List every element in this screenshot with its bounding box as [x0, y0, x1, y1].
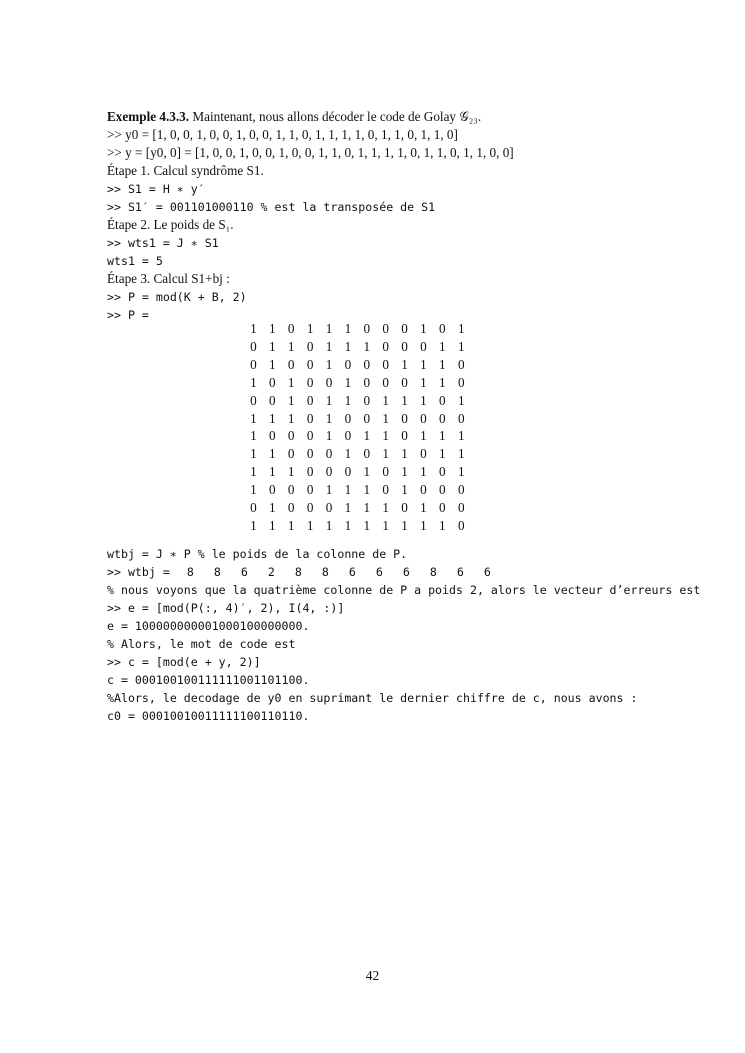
wtbj-prefix: >> wtbj = [107, 565, 177, 579]
c-command: >> c = [mod(e + y, 2)] [107, 655, 261, 669]
matrix-cell: 0 [363, 374, 371, 390]
matrix-cell: 1 [287, 374, 295, 390]
matrix-cell: 1 [363, 464, 371, 480]
matrix-cell: 0 [306, 428, 314, 444]
matrix-cell: 0 [344, 428, 352, 444]
matrix-row [244, 392, 471, 410]
matrix-cell: 1 [269, 410, 276, 426]
matrix-cell: 1 [287, 517, 295, 533]
matrix-cell: 1 [439, 517, 446, 533]
matrix-cell: 1 [401, 482, 408, 498]
matrix-cell: 0 [269, 428, 276, 444]
matrix-cell: 0 [420, 446, 427, 462]
page-number: 42 [365, 968, 380, 983]
matrix-cell: 1 [269, 321, 276, 336]
matrix-cell: 1 [344, 500, 352, 516]
matrix-cell: 1 [401, 517, 408, 533]
matrix-cell: 0 [306, 374, 314, 390]
matrix-cell: 0 [287, 356, 295, 372]
matrix-cell: 0 [439, 392, 446, 408]
matrix-cell: 0 [287, 428, 295, 444]
matrix-row [244, 481, 471, 499]
matrix-cell: 1 [325, 517, 333, 533]
wtbj-values [177, 565, 501, 579]
matrix-cell: 1 [287, 338, 295, 354]
e-value: e = 100000000001000100000000. [107, 619, 310, 633]
matrix-cell: 1 [250, 464, 257, 480]
matrix-cell: 1 [420, 374, 427, 390]
matrix-cell: 0 [382, 338, 389, 354]
matrix-cell: 1 [344, 517, 352, 533]
matrix-cell: 1 [457, 321, 465, 336]
matrix-cell: 1 [382, 428, 389, 444]
matrix-cell: 1 [363, 428, 371, 444]
matrix-cell: 1 [382, 500, 389, 516]
matrix-cell: 1 [363, 517, 371, 533]
matrix-cell: 0 [457, 374, 465, 390]
matrix-cell: 0 [306, 482, 314, 498]
matrix-cell: 1 [344, 321, 352, 336]
matrix-cell: 0 [306, 392, 314, 408]
wtbj-value: 8 [213, 565, 221, 579]
wtbj-value: 8 [186, 565, 194, 579]
matrix-cell: 1 [439, 338, 446, 354]
wts1-value: wts1 = 5 [107, 254, 163, 268]
matrix-cell: 0 [363, 392, 371, 408]
example-text: Maintenant, nous allons décoder le code de Golay 𝒢₂₃. [192, 109, 482, 124]
matrix-cell: 1 [401, 464, 408, 480]
wtbj-value: 6 [456, 565, 464, 579]
matrix-cell: 1 [439, 446, 446, 462]
matrix-cell: 1 [420, 517, 427, 533]
matrix-cell: 1 [269, 500, 276, 516]
wtbj-value: 2 [267, 565, 275, 579]
matrix-cell: 1 [401, 392, 408, 408]
matrix-cell: 0 [457, 410, 465, 426]
wts1-command: >> wts1 = J ∗ S1 [107, 236, 219, 250]
matrix-cell: 0 [287, 482, 295, 498]
matrix-cell: 1 [457, 392, 465, 408]
matrix-cell: 1 [287, 464, 295, 480]
matrix-cell: 0 [269, 482, 276, 498]
matrix-cell: 1 [420, 464, 427, 480]
matrix-row [244, 338, 471, 356]
matrix-cell: 0 [250, 500, 257, 516]
matrix-cell: 0 [287, 321, 295, 336]
matrix-cell: 0 [401, 338, 408, 354]
example-label: Exemple 4.3.3. [107, 109, 190, 124]
page-content [107, 108, 707, 324]
matrix-cell: 1 [457, 464, 465, 480]
matrix-cell: 0 [457, 482, 465, 498]
matrix-cell: 1 [325, 356, 333, 372]
wtbj-definition: wtbj = J ∗ P % le poids de la colonne de P. [107, 547, 408, 561]
matrix-cell: 1 [250, 482, 257, 498]
matrix-cell: 0 [382, 356, 389, 372]
matrix-cell: 0 [363, 446, 371, 462]
comment-fourth-column: % nous voyons que la quatrième colonne de P a poids 2, alors le vecteur d’erreurs est [107, 583, 701, 597]
matrix-cell: 0 [420, 410, 427, 426]
matrix-cell: 1 [382, 392, 389, 408]
matrix-cell: 1 [344, 338, 352, 354]
wtbj-value: 6 [240, 565, 248, 579]
wtbj-value: 6 [402, 565, 410, 579]
matrix-cell: 0 [439, 482, 446, 498]
matrix-cell: 0 [457, 517, 465, 533]
matrix-cell: 1 [306, 321, 314, 336]
matrix-cell: 1 [269, 464, 276, 480]
p-equals: >> P = [107, 308, 149, 322]
wtbj-value: 8 [429, 565, 437, 579]
matrix-cell: 0 [250, 338, 257, 354]
matrix-cell: 1 [325, 482, 333, 498]
matrix-cell: 1 [269, 338, 276, 354]
matrix-cell: 0 [363, 321, 371, 336]
matrix-p [244, 320, 471, 535]
matrix-cell: 1 [439, 374, 446, 390]
matrix-row [244, 410, 471, 428]
matrix-cell: 0 [250, 392, 257, 408]
y0-line: >> y0 = [1, 0, 0, 1, 0, 0, 1, 0, 0, 1, 1, 0, 1, 1, 1, 1, 0, 1, 1, 0, 1, 1, 0] [107, 127, 458, 142]
matrix-cell: 0 [325, 374, 333, 390]
matrix-cell: 1 [420, 428, 427, 444]
matrix-cell: 0 [287, 500, 295, 516]
matrix-cell: 1 [363, 482, 371, 498]
matrix-cell: 0 [269, 392, 276, 408]
wtbj-value: 8 [294, 565, 302, 579]
c-value: c = 000100100111111001101100. [107, 673, 310, 687]
p-command: >> P = mod(K + B, 2) [107, 290, 247, 304]
matrix-row [244, 427, 471, 445]
matrix-cell: 1 [439, 356, 446, 372]
matrix-cell: 1 [250, 374, 257, 390]
matrix-cell: 1 [363, 338, 371, 354]
matrix-cell: 1 [250, 446, 257, 462]
matrix-cell: 0 [363, 410, 371, 426]
s1-command: >> S1 = H ∗ y′ [107, 182, 205, 196]
matrix-cell: 0 [457, 356, 465, 372]
matrix-cell: 0 [382, 464, 389, 480]
matrix-cell: 0 [401, 321, 408, 336]
matrix-cell: 1 [344, 374, 352, 390]
matrix-cell: 0 [420, 338, 427, 354]
matrix-cell: 0 [306, 446, 314, 462]
matrix-cell: 0 [325, 446, 333, 462]
matrix-cell: 1 [420, 500, 427, 516]
matrix-cell: 0 [287, 446, 295, 462]
y-line: >> y = [y0, 0] = [1, 0, 0, 1, 0, 0, 1, 0, 0, 1, 1, 0, 1, 1, 1, 1, 0, 1, 1, 0, 1, 1, 0, 0] [107, 145, 514, 160]
matrix-cell: 0 [457, 500, 465, 516]
matrix-cell: 1 [325, 410, 333, 426]
matrix-cell: 0 [344, 410, 352, 426]
matrix-cell: 1 [457, 428, 465, 444]
matrix-cell: 0 [363, 356, 371, 372]
comment-code-word: % Alors, le mot de code est [107, 637, 296, 651]
matrix-cell: 1 [420, 392, 427, 408]
matrix-cell: 0 [382, 482, 389, 498]
matrix-cell: 1 [420, 356, 427, 372]
matrix-cell: 0 [306, 464, 314, 480]
matrix-cell: 1 [269, 356, 276, 372]
after-content [107, 545, 707, 725]
matrix-cell: 1 [325, 428, 333, 444]
matrix-row [244, 463, 471, 481]
step3-heading: Étape 3. Calcul S1+bj : [107, 271, 230, 286]
matrix-cell: 0 [306, 500, 314, 516]
matrix-cell: 1 [382, 517, 389, 533]
matrix-cell: 0 [306, 356, 314, 372]
matrix-cell: 0 [439, 410, 446, 426]
matrix-row [244, 320, 471, 338]
matrix-row [244, 356, 471, 374]
matrix-cell: 1 [250, 428, 257, 444]
matrix-cell: 0 [344, 464, 352, 480]
matrix-cell: 1 [382, 410, 389, 426]
wtbj-value: 8 [321, 565, 329, 579]
matrix-cell: 0 [382, 374, 389, 390]
matrix-cell: 0 [401, 410, 408, 426]
matrix-cell: 0 [401, 374, 408, 390]
example-heading [107, 108, 707, 126]
matrix-cell: 0 [306, 410, 314, 426]
matrix-cell: 0 [344, 356, 352, 372]
matrix-cell: 1 [344, 446, 352, 462]
matrix-cell: 0 [269, 374, 276, 390]
matrix-cell: 0 [439, 500, 446, 516]
matrix-cell: 1 [401, 446, 408, 462]
matrix-cell: 1 [325, 338, 333, 354]
matrix-cell: 0 [401, 428, 408, 444]
c0-value: c0 = 00010010011111100110110. [107, 709, 310, 723]
matrix-cell: 1 [306, 517, 314, 533]
matrix-cell: 1 [287, 392, 295, 408]
matrix-cell: 1 [325, 392, 333, 408]
matrix-row [244, 499, 471, 517]
matrix-cell: 1 [344, 482, 352, 498]
matrix-cell: 0 [439, 464, 446, 480]
matrix-cell: 1 [325, 321, 333, 336]
matrix-row [244, 374, 471, 392]
matrix-cell: 1 [344, 392, 352, 408]
matrix-row [244, 445, 471, 463]
matrix-cell: 1 [439, 428, 446, 444]
matrix-cell: 1 [250, 321, 257, 336]
matrix-cell: 1 [457, 338, 465, 354]
matrix-cell: 0 [306, 338, 314, 354]
matrix-cell: 0 [401, 500, 408, 516]
matrix-cell: 1 [363, 500, 371, 516]
matrix-cell: 1 [457, 446, 465, 462]
wtbj-value: 6 [348, 565, 356, 579]
step2-heading: Étape 2. Le poids de S₁. [107, 217, 234, 232]
wtbj-value: 6 [483, 565, 491, 579]
matrix-cell: 0 [325, 500, 333, 516]
matrix-cell: 1 [269, 446, 276, 462]
comment-decoding: %Alors, le decodage de y0 en suprimant le dernier chiffre de c, nous avons : [107, 691, 638, 705]
matrix-cell: 1 [250, 410, 257, 426]
matrix-cell: 1 [269, 517, 276, 533]
matrix-cell: 0 [382, 321, 389, 336]
matrix-cell: 0 [250, 356, 257, 372]
matrix-cell: 1 [420, 321, 427, 336]
matrix-cell: 1 [382, 446, 389, 462]
wtbj-values-line [107, 563, 707, 581]
matrix-cell: 0 [439, 321, 446, 336]
matrix-row [244, 517, 471, 535]
step1-heading: Étape 1. Calcul syndrôme S1. [107, 163, 264, 178]
matrix-cell: 0 [420, 482, 427, 498]
matrix-cell: 0 [325, 464, 333, 480]
e-command: >> e = [mod(P(:, 4)′, 2), I(4, :)] [107, 601, 345, 615]
matrix-cell: 1 [287, 410, 295, 426]
matrix-cell: 1 [401, 356, 408, 372]
wtbj-value: 6 [375, 565, 383, 579]
matrix-cell: 1 [250, 517, 257, 533]
s1-value: >> S1′ = 001101000110 % est la transposée de S1 [107, 200, 436, 214]
